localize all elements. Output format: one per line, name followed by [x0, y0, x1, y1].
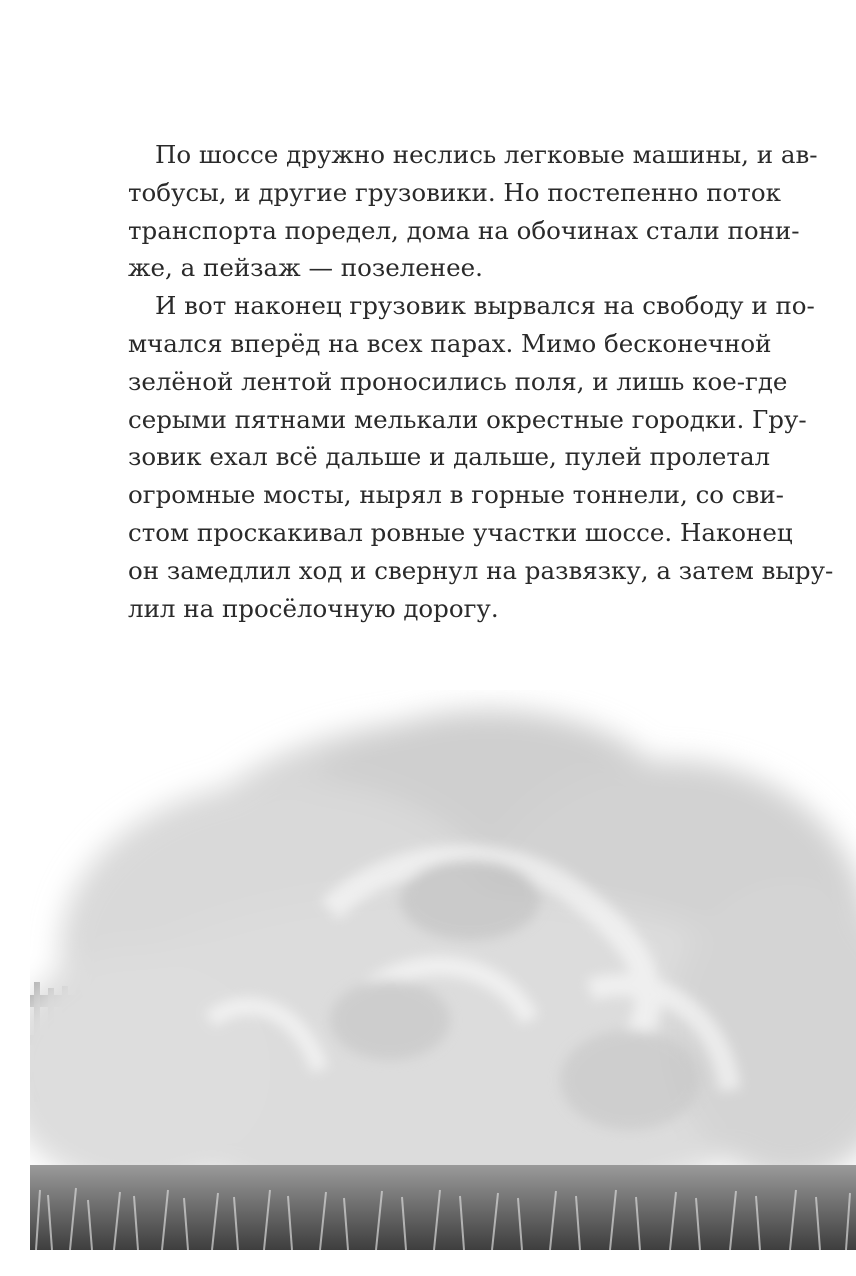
text-line: тобусы, и другие грузовики. Но постепенно поток	[128, 177, 781, 207]
text-line: мчался вперёд на всех парах. Мимо бесконечной	[128, 328, 772, 358]
dust-cloud-illustration	[30, 690, 856, 1250]
text-line: И вот наконец грузовик вырвался на свободу и по-	[155, 291, 815, 321]
text-line: лил на просёлочную дорогу.	[128, 593, 499, 623]
text-line: зовик ехал всё дальше и дальше, пулей пролетал	[128, 442, 771, 472]
text-line: По шоссе дружно неслись легковые машины, и ав-	[155, 140, 818, 169]
text-line: транспорта поредел, дома на обочинах стали пони-	[128, 215, 800, 245]
text-line: стом проскакивал ровные участки шоссе. Наконец	[128, 517, 793, 547]
page-text	[128, 136, 834, 627]
paragraph-1	[128, 136, 818, 287]
text-line: же, а пейзаж — позеленее.	[128, 253, 483, 283]
paragraph-2	[128, 287, 834, 627]
text-line: зелёной лентой проносились поля, и лишь кое-где	[128, 366, 788, 396]
text-line: огромные мосты, нырял в горные тоннели, со сви-	[128, 480, 784, 510]
text-line: он замедлил ход и свернул на развязку, а затем выру-	[128, 555, 834, 585]
text-line: серыми пятнами мелькали окрестные городки. Гру-	[128, 404, 807, 434]
